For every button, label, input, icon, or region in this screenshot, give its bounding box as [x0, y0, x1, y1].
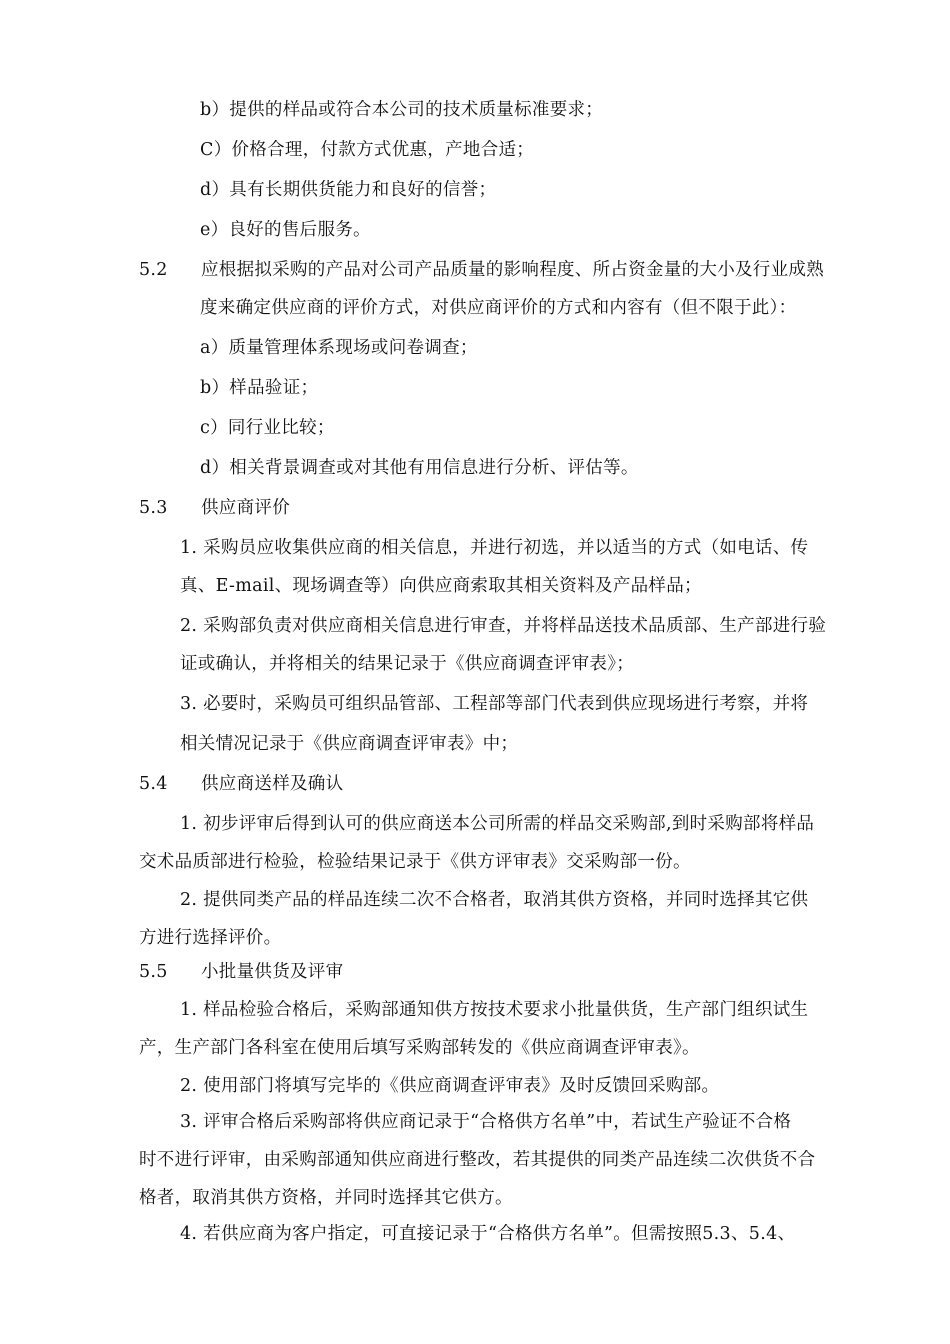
s53-para-1-line-1: 1. 采购员应收集供应商的相关信息，并进行初选，并以适当的方式（如电话、传: [180, 538, 809, 558]
s55-para-3-line-2: 时不进行评审，由采购部通知供应商进行整改，若其提供的同类产品连续二次供货不合: [139, 1150, 816, 1170]
s55-para-3-line-1: 3. 评审合格后采购部将供应商记录于“合格供方名单”中，若试生产验证不合格: [180, 1112, 792, 1132]
s53-para-3-line-2: 相关情况记录于《供应商调查评审表》中；: [180, 734, 519, 754]
s53-para-1-line-2: 真、E-mail、现场调查等）向供应商索取其相关资料及产品样品；: [180, 576, 702, 596]
s54-para-1-line-2: 交术品质部进行检验，检验结果记录于《供方评审表》交采购部一份。: [139, 852, 691, 872]
section-5-2-first-line: [139, 258, 824, 282]
section-5-3-heading: [139, 496, 290, 520]
section-number: 5.5: [139, 962, 168, 982]
s53-para-2-line-2: 证或确认，并将相关的结果记录于《供应商调查评审表》；: [180, 654, 635, 674]
s55-para-4-line-1: 4. 若供应商为客户指定，可直接记录于“合格供方名单”。但需按照5.3、5.4、: [180, 1224, 796, 1244]
criteria-item-e: e）良好的售后服务。: [200, 220, 371, 240]
section-5-2-line-2: 度来确定供应商的评价方式，对供应商评价的方式和内容有（但不限于此）：: [200, 298, 797, 318]
s55-para-2-line-1: 2. 使用部门将填写完毕的《供应商调查评审表》及时反馈回采购部。: [180, 1076, 720, 1096]
section-number: 5.3: [139, 498, 168, 518]
section-number: 5.4: [139, 774, 168, 794]
s55-para-1-line-2: 产，生产部门各科室在使用后填写采购部转发的《供应商调查评审表》。: [139, 1038, 700, 1058]
criteria-item-d: d）具有长期供货能力和良好的信誉；: [200, 180, 497, 200]
s53-para-3-line-1: 3. 必要时，采购员可组织品管部、工程部等部门代表到供应现场进行考察，并将: [180, 694, 809, 714]
evaluation-item-d: d）相关背景调查或对其他有用信息进行分析、评估等。: [200, 458, 639, 478]
section-5-4-heading: [139, 772, 343, 796]
evaluation-item-a: a）质量管理体系现场或问卷调查；: [200, 338, 478, 358]
criteria-item-b: b）提供的样品或符合本公司的技术质量标准要求；: [200, 100, 604, 120]
criteria-item-c: C）价格合理，付款方式优惠，产地合适；: [200, 140, 535, 160]
s54-para-2-line-1: 2. 提供同类产品的样品连续二次不合格者，取消其供方资格，并同时选择其它供: [180, 890, 809, 910]
section-5-2-text: 应根据拟采购的产品对公司产品质量的影响程度、所占资金量的大小及行业成熟: [201, 260, 824, 280]
section-number: 5.2: [139, 260, 168, 280]
evaluation-item-c: c）同行业比较；: [200, 418, 335, 438]
section-5-5-heading: [139, 960, 343, 984]
s55-para-3-line-3: 格者，取消其供方资格，并同时选择其它供方。: [139, 1188, 513, 1208]
s53-para-2-line-1: 2. 采购部负责对供应商相关信息进行审查，并将样品送技术品质部、生产部进行验: [180, 616, 827, 636]
s55-para-1-line-1: 1. 样品检验合格后，采购部通知供方按技术要求小批量供货，生产部门组织试生: [180, 1000, 809, 1020]
s54-para-2-line-2: 方进行选择评价。: [139, 928, 282, 948]
section-title: 供应商送样及确认: [201, 774, 344, 794]
s54-para-1-line-1: 1. 初步评审后得到认可的供应商送本公司所需的样品交采购部,到时采购部将样品: [180, 814, 815, 834]
section-title: 小批量供货及评审: [201, 962, 344, 982]
section-title: 供应商评价: [201, 498, 290, 518]
evaluation-item-b: b）样品验证；: [200, 378, 319, 398]
